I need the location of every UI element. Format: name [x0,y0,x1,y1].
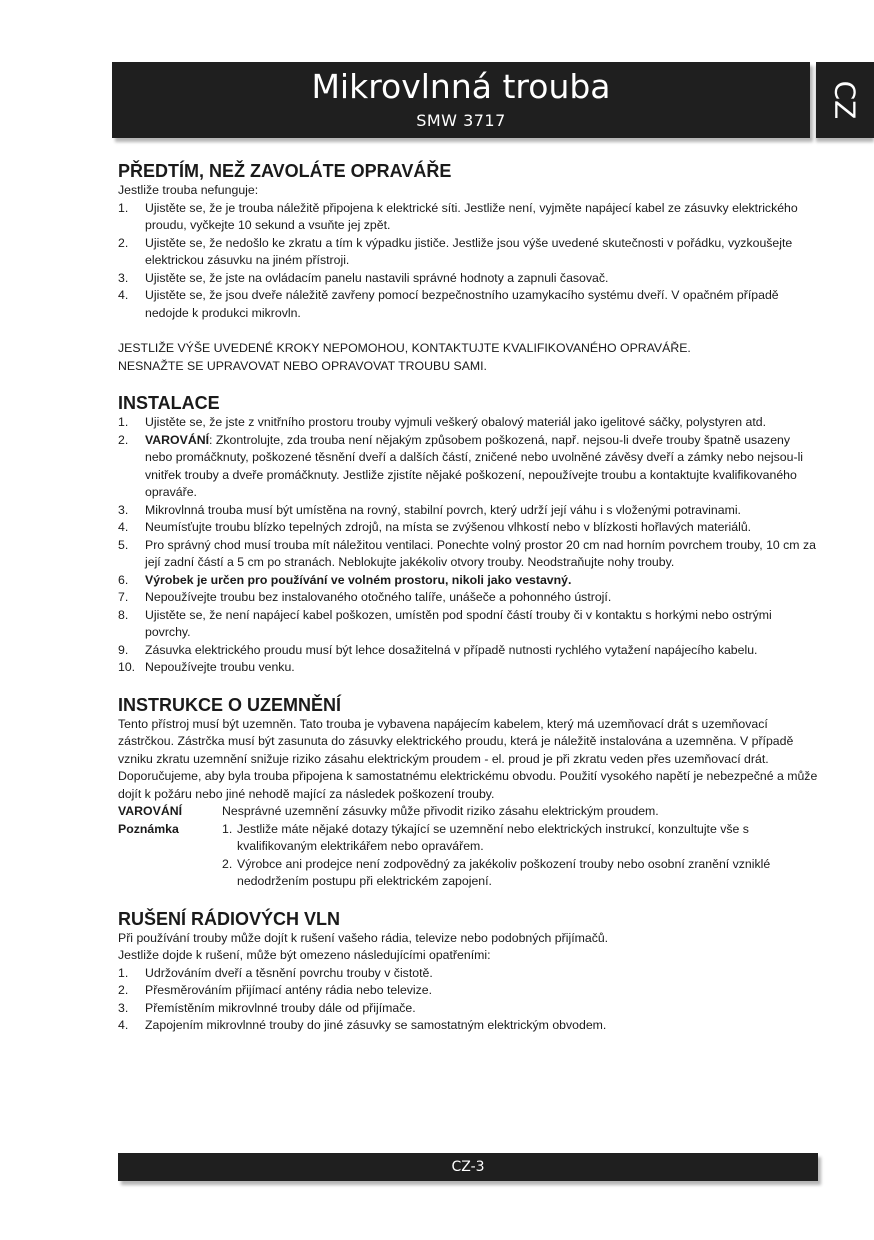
page-number: CZ-3 [451,1159,485,1175]
grounding-paragraph: Tento přístroj musí být uzemněn. Tato trouba je vybavena napájecím kabelem, který má uzemňovací drát s uzemňovací zástrčkou. Zástrčka musí být zasunuta do zásuvky elektrického proudu, která je náležitě instalována a uzemněna. V případě vzniku zkratu uzemnění snižuje riziko zásahu elektrickým proudem - el. proud je při zkratu veden přes uzemňovací drát. Doporučujeme, aby byla trouba připojena k samostatnému elektrickému obvodu. Použití vysokého napětí je nebezpečné a může dojít k požáru nebo jiné nehodě mající za následek poškození trouby. [118,716,818,801]
list-item: 3. Mikrovlnná trouba musí být umístěna na rovný, stabilní povrch, který udrží její váhu i s vloženými potravinami. [118,502,741,517]
note-label: Poznámka [118,821,179,836]
list-item: 2. Ujistěte se, že nedošlo ke zkratu a tím k výpadku jističe. Jestliže jsou výše uvedené skutečnosti v pořádku, vyzkoušejte elektrickou zásuvku na jiném přístroji. [118,235,793,267]
section-heading-radio-interference: RUŠENÍ RÁDIOVÝCH VLN [118,908,341,929]
list-item: 4. Neumísťujte troubu blízko tepelných zdrojů, na místa se zvýšenou vlhkostí nebo v blízkosti hořlavých materiálů. [118,520,752,534]
section-intro: Jestliže dojde k rušení, může být omezeno následujícími opatřeními: [118,948,491,962]
notice-line: JESTLIŽE VÝŠE UVEDENÉ KROKY NEPOMOHOU, KONTAKTUJTE KVALIFIKOVANÉHO OPRAVÁŘE. [118,341,691,355]
list-item: 7. Nepoužívejte troubu bez instalovaného otočného talíře, unášeče a pohonného ústrojí. [118,590,612,604]
page-title: Mikrovlnná trouba [311,67,611,106]
list-item: 2. Přesměrováním přijímací antény rádia nebo televize. [118,983,433,997]
language-code: CZ [828,80,862,120]
list-item: 6. Výrobek je určen pro používání ve volném prostoru, nikoli jako vestavný. [118,572,572,587]
page-footer [118,1153,818,1181]
section-intro: Jestliže trouba nefunguje: [118,183,259,197]
warning-label: VAROVÁNÍ [118,804,182,818]
note-item: 1. Jestliže máte nějaké dotazy týkající se uzemnění nebo elektrických instrukcí, konzultujte vše s kvalifikovaným elektrikářem nebo opravářem. [222,821,749,853]
list-item: 2. VAROVÁNÍ: Zkontrolujte, zda trouba není nějakým způsobem poškozená, např. nejsou-li dveře trouby špatně usazeny nebo promáčknuty, poškozené těsnění dveří a dalších částí, zničené nebo uvolněné závěsy dveří a zámky nebo nejsou-li vnitřek trouby a dveře promáčknuty. Jestliže zjistíte nějaké poškození, nepoužívejte troubu a kontaktujte kvalifikovaného opraváře. [118,432,804,499]
model-number: SMW 3717 [416,111,506,130]
installation-list [118,414,818,677]
list-item: 3. Přemístěním mikrovlnné trouby dále od přijímače. [118,1000,416,1015]
before-repair-list [118,200,818,323]
list-item: 1. Ujistěte se, že jste z vnitřního prostoru trouby vyjmuli veškerý obalový materiál jako igelitové sáčky, polystyren atd. [118,415,767,429]
list-item: 1. Udržováním dveří a těsnění povrchu trouby v čistotě. [118,965,433,980]
note-row [118,821,818,891]
note-item: 2. Výrobce ani prodejce není zodpovědný za jakékoliv poškození trouby nebo osobní zranění vzniklé nedodržením postupu při elektrickém zapojení. [222,856,771,888]
radio-interference-list [118,965,818,1035]
warning-row [118,803,818,821]
main-content [118,160,818,1035]
warning-label: VAROVÁNÍ [145,432,209,447]
section-intro: Při používání trouby může dojít k rušení vašeho rádia, televize nebo podobných přijímačů. [118,930,609,945]
warning-text: Nesprávné uzemnění zásuvky může přivodit riziko zásahu elektrickým proudem. [222,804,659,818]
section-heading-grounding: INSTRUKCE O UZEMNĚNÍ [118,694,342,715]
list-item: 8. Ujistěte se, že není napájecí kabel poškozen, umístěn pod spodní částí trouby či v kontaktu s horkými nebo ostrými povrchy. [118,607,772,639]
list-item: 9. Zásuvka elektrického proudu musí být lehce dosažitelná v případě nutnosti rychlého vytažení napájecího kabelu. [118,642,758,657]
list-item: 1. Ujistěte se, že je trouba náležitě připojena k elektrické síti. Jestliže není, vyjměte napájecí kabel ze zásuvky elektrického proudu, vyčkejte 10 sekund a vsuňte jej zpět. [118,200,798,232]
section-heading-installation: INSTALACE [118,393,220,413]
list-item: 10. Nepoužívejte troubu venku. [118,660,295,674]
list-item: 4. Ujistěte se, že jsou dveře náležitě zavřeny pomocí bezpečnostního uzamykacího systému dveří. V opačném případě nedojde k produkci mikrovln. [118,288,779,320]
section-heading-before-repair: PŘEDTÍM, NEŽ ZAVOLÁTE OPRAVÁŘE [118,161,452,181]
list-item: 5. Pro správný chod musí trouba mít náležitou ventilaci. Ponechte volný prostor 20 cm nad horním povrchem trouby, 10 cm za její zadní částí a 5 cm po stranách. Neblokujte jakékoliv otvory trouby. Neodstraňujte nohy trouby. [118,537,816,569]
language-tab [816,62,874,138]
list-item: 4. Zapojením mikrovlnné trouby do jiné zásuvky se samostatným elektrickým obvodem. [118,1018,607,1032]
list-item: 3. Ujistěte se, že jste na ovládacím panelu nastavili správné hodnoty a zapnuli časovač. [118,270,609,285]
header-bar [112,62,810,138]
notice-line: NESNAŽTE SE UPRAVOVAT NEBO OPRAVOVAT TROUBU SAMI. [118,358,487,373]
